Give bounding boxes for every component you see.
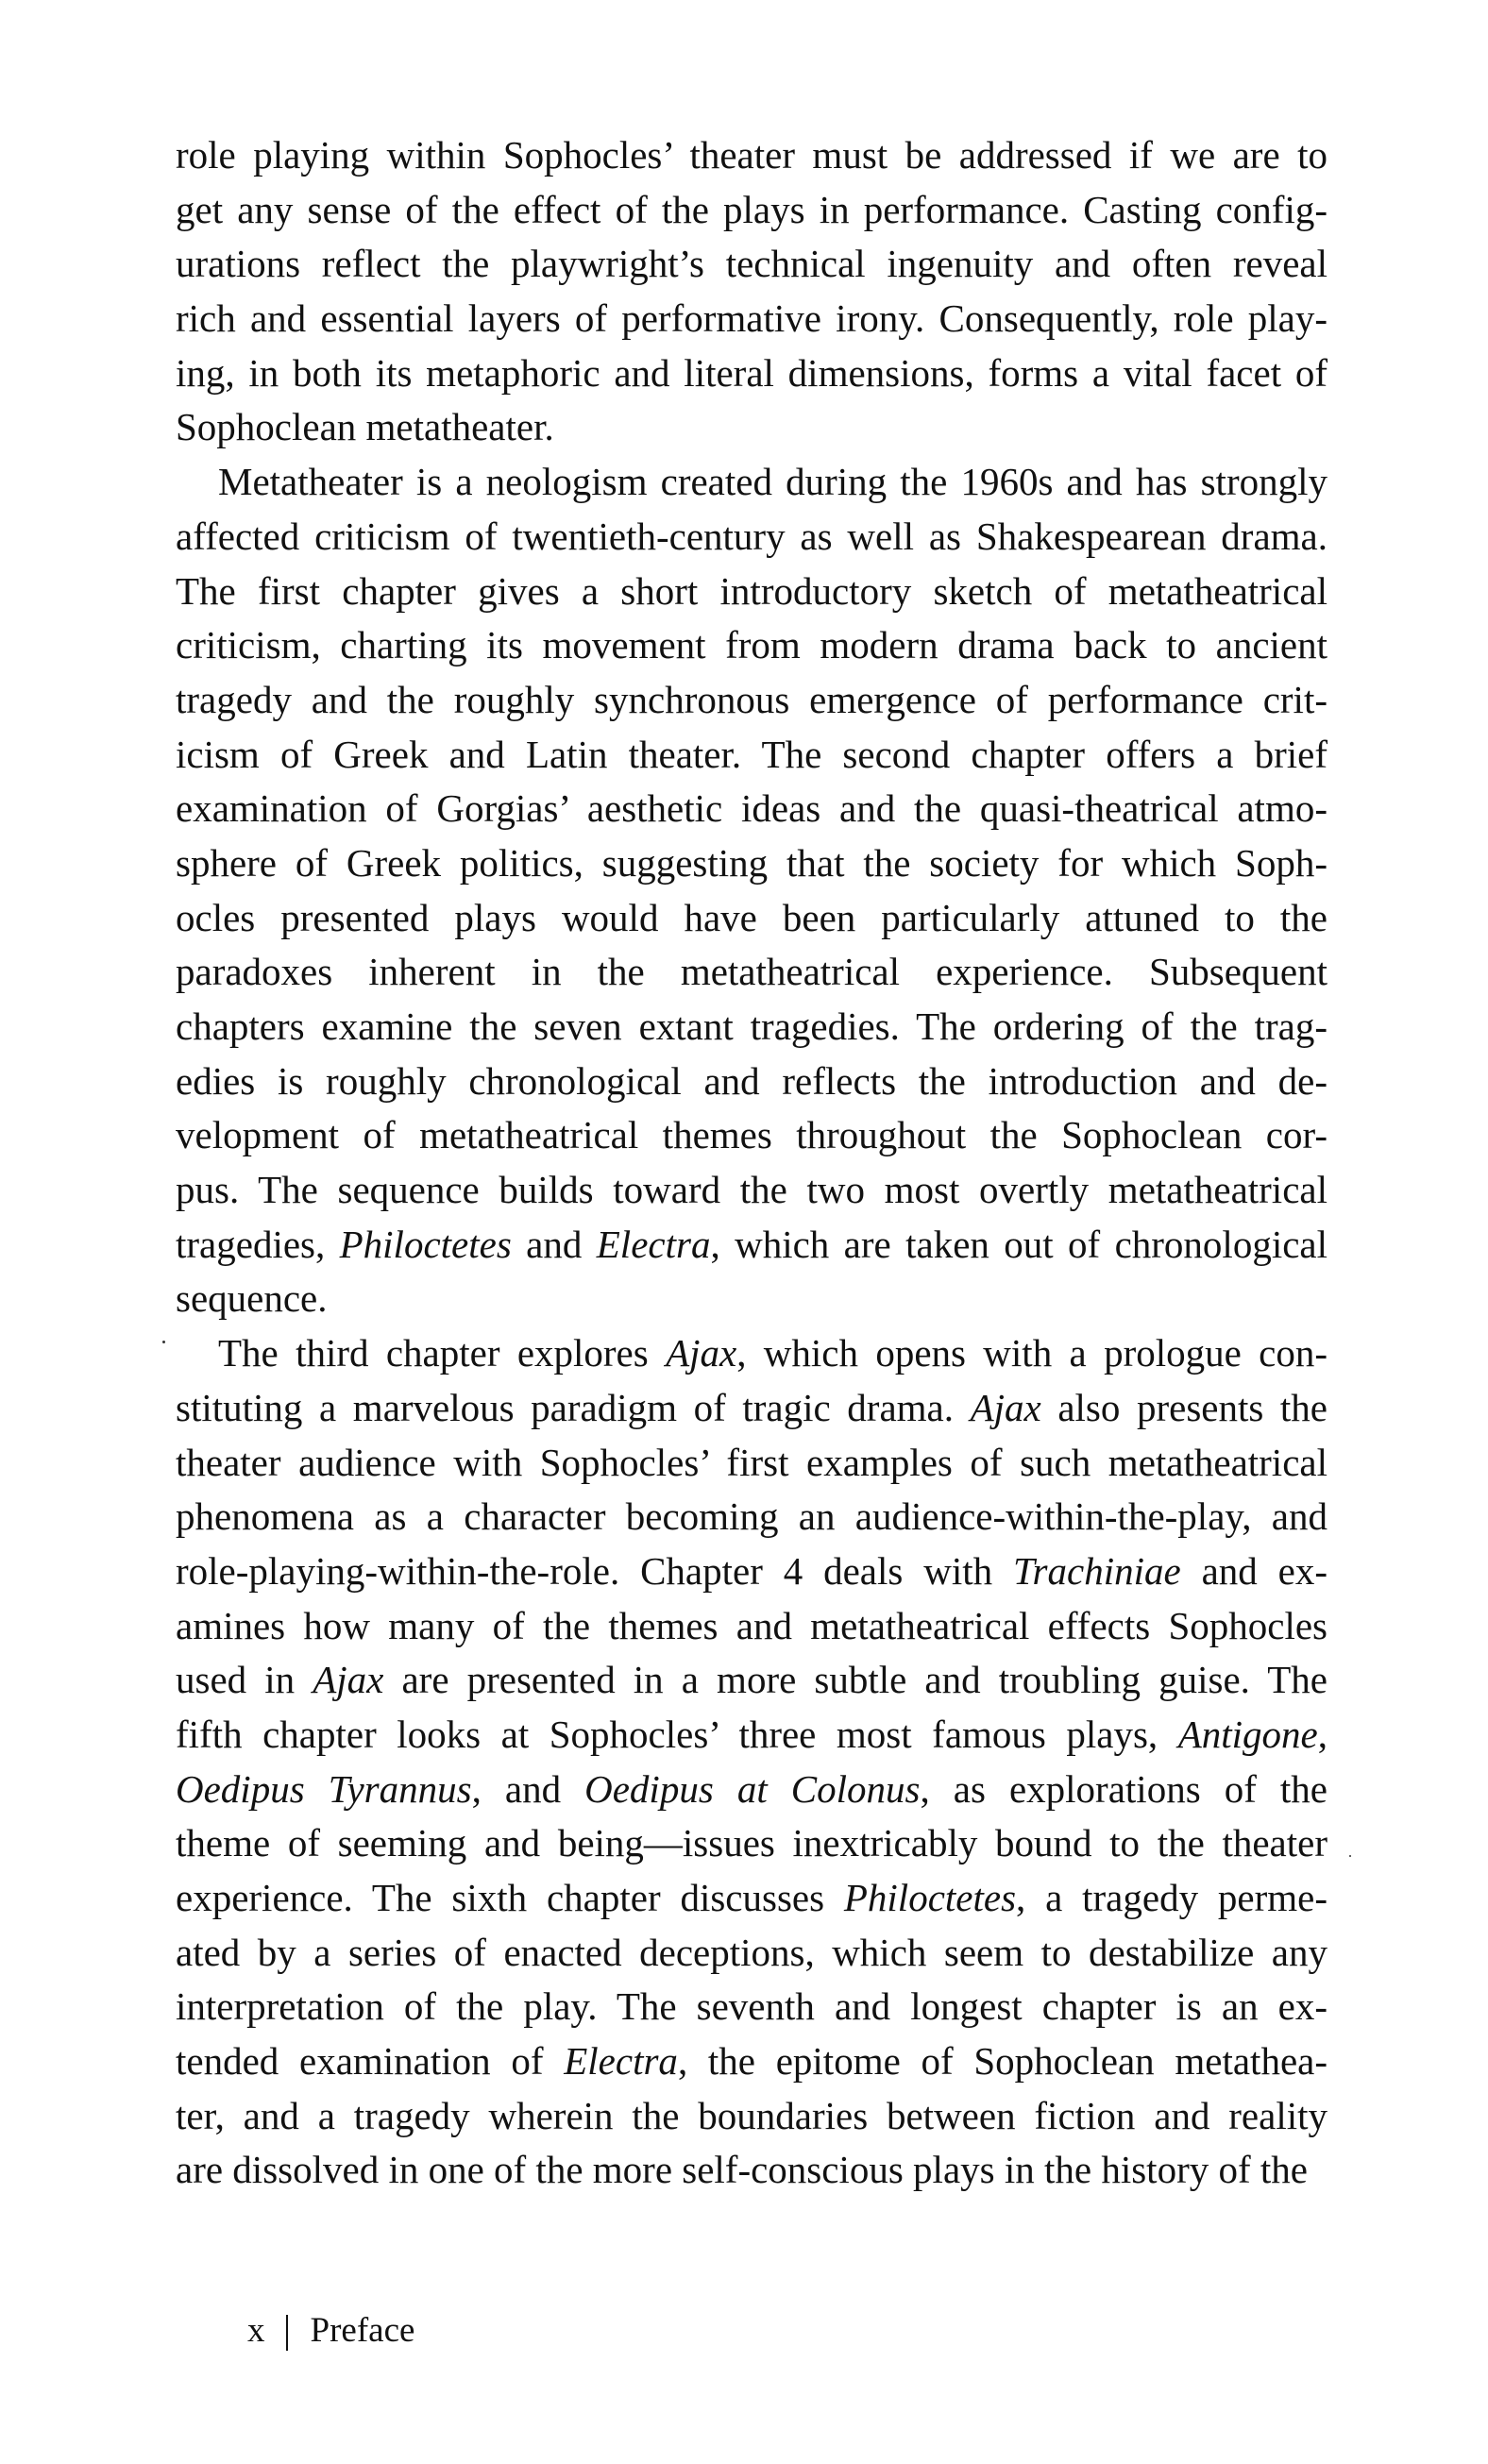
page-footer [247,2310,414,2352]
text-line [176,1816,1327,1871]
text-line [176,1436,1327,1491]
text-line [176,1490,1327,1544]
text-line [176,945,1327,1000]
italic-title: Ajax [666,1331,737,1375]
text-line [176,782,1327,836]
text-run: affected criticism of twentieth-century as well as Shakespearean drama. [176,514,1327,558]
text-line [176,1763,1327,1817]
text-run: phenomena as a character becoming an audience-within-the-play, and [176,1494,1327,1539]
text-run: tragedies, [176,1222,340,1266]
text-line [176,891,1327,946]
italic-title: Ajax [970,1385,1041,1429]
text-line [176,1980,1327,2034]
text-run: amines how many of the themes and metatheatrical effects Sophocles [176,1603,1327,1647]
text-run: tended examination of [176,2039,565,2084]
text-line [176,455,1327,510]
text-run: and ex- [1180,1548,1327,1593]
text-run: fifth chapter looks at Sophocles’ three most famous plays, [176,1712,1178,1756]
italic-title: Philoctetes [843,1876,1017,1919]
text-run: interpretation of the play. The seventh and longest chapter is an ex- [176,1984,1327,2029]
text-line [176,1544,1327,1599]
italic-title: Electra [596,1222,711,1266]
text-run: , and [471,1766,585,1811]
page-number: x [247,2311,265,2350]
text-line [176,292,1327,346]
scan-speck [1349,1855,1351,1857]
text-line [176,1926,1327,1981]
text-run: ter, and a tragedy wherein the boundaries between fiction and reality [176,2093,1327,2137]
text-run: , a tragedy perme- [1016,1876,1327,1919]
text-run: , which are taken out of chronological [710,1222,1328,1266]
text-run: are presented in a more subtle and troubling guise. The [383,1658,1328,1702]
text-line [176,1871,1327,1926]
text-run: sphere of Greek politics, suggesting that the society for which Soph- [176,840,1327,885]
text-run: theater audience with Sophocles’ first examples of such metatheatrical [176,1440,1327,1484]
italic-title: Ajax [313,1658,384,1702]
paragraph [176,128,1327,455]
text-run: ing, in both its metaphoric and literal dimensions, forms a vital facet of [176,350,1327,395]
italic-title: Philoctetes [339,1222,512,1266]
text-run: , as explorations of the [920,1766,1327,1811]
text-run: sequence. [176,1276,328,1321]
text-run: Sophoclean metatheater. [176,405,554,449]
running-head: Preface [310,2311,415,2350]
text-run: pus. The sequence builds toward the two most overtly metatheatrical [176,1168,1327,1212]
text-line [176,836,1327,891]
text-line [176,183,1327,238]
text-run: The first chapter gives a short introductory sketch of metatheatrical [176,568,1327,613]
paragraph [176,455,1327,1326]
text-run: icism of Greek and Latin theater. The second chapter offers a brief [176,732,1327,776]
text-run: and [511,1222,597,1266]
text-run: are dissolved in one of the more self-conscious plays in the history of the [176,2148,1308,2192]
body-text [176,128,1327,2198]
text-run: theme of seeming and being—issues inextricably bound to the theater [176,1821,1327,1865]
italic-title: Electra [564,2039,678,2084]
text-line [176,1653,1327,1708]
text-line [176,400,1327,455]
text-line [176,2034,1327,2089]
text-line [176,1708,1327,1763]
text-line [176,237,1327,292]
text-run: used in [176,1658,313,1702]
text-line [176,728,1327,783]
text-run: get any sense of the effect of the plays in performance. Casting config- [176,187,1327,231]
text-run: ated by a series of enacted deceptions, which seem to destabilize any [176,1930,1327,1974]
text-line [176,128,1327,183]
text-line [176,1163,1327,1218]
text-run: , the epitome of Sophoclean metathea- [677,2039,1327,2084]
text-line [176,1218,1327,1273]
text-run: rich and essential layers of performative irony. Consequently, role play- [176,296,1327,341]
text-run: chapters examine the seven extant tragedies. The ordering of the trag- [176,1004,1327,1048]
text-run: , which opens with a prologue con- [736,1331,1327,1375]
text-line [176,1599,1327,1654]
text-line [176,1381,1327,1436]
text-run: examination of Gorgias’ aesthetic ideas and the quasi-theatrical atmo- [176,786,1327,831]
italic-title: Antigone [1177,1712,1318,1756]
text-run: , [1317,1712,1327,1756]
text-line [176,1108,1327,1163]
text-run: paradoxes inherent in the metatheatrical experience. Subsequent [176,950,1327,994]
text-line [176,565,1327,619]
text-run: edies is roughly chronological and reflects the introduction and de- [176,1058,1327,1103]
scan-speck [162,1341,165,1343]
text-run: also presents the [1040,1385,1328,1429]
text-run: stituting a marvelous paradigm of tragic drama. [176,1385,971,1429]
text-run: experience. The sixth chapter discusses [176,1876,844,1919]
italic-title: Oedipus Tyrannus [176,1766,472,1811]
text-line [176,1055,1327,1109]
text-line [176,2089,1327,2144]
text-run: velopment of metatheatrical themes throughout the Sophoclean cor- [176,1113,1327,1157]
text-run: role playing within Sophocles’ theater must be addressed if we are to [176,133,1327,177]
text-line [176,510,1327,565]
text-line [176,1272,1327,1326]
text-line [176,618,1327,673]
footer-separator [286,2315,288,2351]
text-run: role-playing-within-the-role. Chapter 4 deals with [176,1548,1013,1593]
italic-title: Trachiniae [1013,1548,1181,1593]
text-run: The third chapter explores [218,1331,667,1375]
text-line [176,1326,1327,1381]
text-line [176,673,1327,728]
text-run: ocles presented plays would have been particularly attuned to the [176,895,1327,939]
text-run: Metatheater is a neologism created during the 1960s and has strongly [218,460,1327,504]
text-run: tragedy and the roughly synchronous emergence of performance crit- [176,677,1327,721]
text-run: criticism, charting its movement from modern drama back to ancient [176,623,1327,667]
text-line [176,1000,1327,1055]
paragraph [176,1326,1327,2198]
text-run: urations reflect the playwright’s technical ingenuity and often reveal [176,242,1327,286]
italic-title: Oedipus at Colonus [584,1766,921,1811]
text-line [176,2143,1327,2198]
text-line [176,346,1327,401]
